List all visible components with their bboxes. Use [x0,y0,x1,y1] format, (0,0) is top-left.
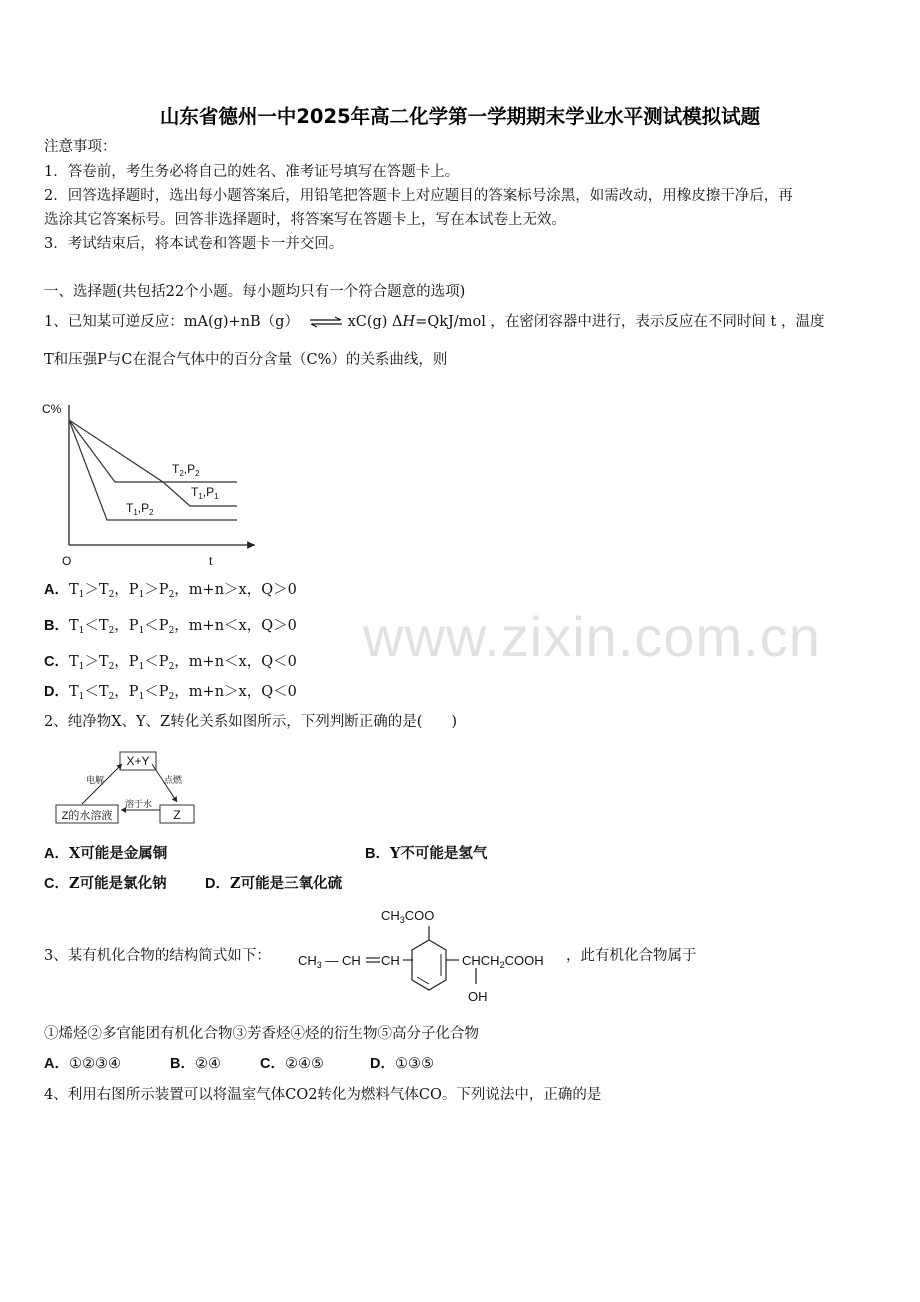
q2-stem: 2、纯净物X、Y、Z转化关系如图所示，下列判断正确的是( ) [44,714,458,730]
curve-label-t1-p2: $T_1,P_2$ [126,501,154,517]
q1-stem-line2: T和压强P与C在混合气体中的百分含量（C%）的关系曲线，则 [44,352,448,368]
box-z-label: Z [173,808,181,822]
q2-option-a[interactable]: A．X可能是金属铜 [44,845,168,862]
note-item-1: 1．答卷前，考生务必将自己的姓名、准考证号填写在答题卡上。 [44,164,460,180]
structure-left: $CH_3$ — CH [298,953,361,970]
q3-option-d[interactable]: D．①③⑤ [370,1056,434,1072]
curve-label-t1-p1: $T_1,P_1$ [191,485,219,501]
section-heading: 一、选择题(共包括22个小题。每小题均只有一个符合题意的选项) [44,284,466,300]
q3-option-a[interactable]: A．①②③④ [44,1056,121,1072]
notes-heading: 注意事项： [44,139,117,155]
q1-option-d[interactable]: D．$T_1<T_2$，$P_1<P_2$，m+n＞x，Q＜0 [44,684,297,702]
q1-option-b[interactable]: B．$T_1<T_2$，$P_1<P_2$，m+n＜x，Q＞0 [44,618,297,636]
q1-graph [38,395,268,575]
box-x-plus-y-label: X+Y [126,754,150,768]
q1-option-a[interactable]: A．$T_1>T_2$，$P_1>P_2$，m+n＞x，Q＞0 [44,582,297,600]
q2-option-b[interactable]: B．Y不可能是氢气 [365,845,488,862]
label-ignite: 点燃 [164,775,183,785]
structure-ch: CH [381,953,400,968]
y-axis-label: C% [42,402,62,416]
curve-t2-p2 [69,420,237,482]
q1-option-c[interactable]: C．$T_1>T_2$，$P_1<P_2$，m+n＜x，Q＜0 [44,654,297,672]
q3-stem-b: ，此有机化合物属于 [566,948,697,964]
note-item-2: 2．回答选择题时，选出每小题答案后，用铅笔把答题卡上对应题目的答案标号涂黑，如需改动，用橡皮擦干净后，再 [44,188,793,204]
q1-stem-part-b: xC(g) Δ [347,314,403,330]
structure-top: $CH_3COO$ [381,908,435,925]
box-z-solution-label: Z的水溶液 [61,810,113,822]
q1-stem-part-a: 1、已知某可逆反应：mA(g)+nB（g） [44,314,299,330]
q1-stem [44,312,824,332]
label-electrolysis: 电解 [86,775,105,785]
label-dissolve: 溶于水 [125,799,153,809]
watermark: www.zixin.com.cn [363,605,821,668]
q4-stem [44,1085,601,1105]
q4-stem-text: 4、利用右图所示装置可以将温室气体CO2转化为燃料气体CO。下列说法中，正确的是 [44,1087,602,1103]
q3-choices: ①烯烃②多官能团有机化合物③芳香烃④烃的衍生物⑤高分子化合物 [44,1026,479,1042]
curve-t1-p2 [69,420,237,520]
q2-option-c[interactable]: C．Z可能是氯化钠 [44,875,167,892]
note-item-2-cont: 选涂其它答案标号。回答非选择题时，将答案写在答题卡上，写在本试卷上无效。 [44,212,566,228]
page-title: 山东省德州一中2025年高二化学第一学期期末学业水平测试模拟试题 [159,105,761,128]
q3-structure [296,900,570,1008]
note-item-3: 3．考试结束后，将本试卷和答题卡一并交回。 [44,236,344,252]
q1-enthalpy-symbol: H [402,314,416,330]
q3-option-c[interactable]: C．②④⑤ [260,1056,324,1072]
structure-bottom: OH [468,989,488,1004]
curve-label-t2-p2: $T_2,P_2$ [172,462,200,478]
equilibrium-arrow-icon [308,316,344,328]
q3-option-b[interactable]: B．②④ [170,1056,221,1072]
x-axis-label: t [209,554,213,568]
q2-diagram [52,748,202,828]
structure-right: $CHCH_2COOH$ [462,953,544,970]
q1-stem-part-c: =QkJ/mol ，在密闭容器中进行，表示反应在不同时间 t ，温度 [415,314,825,330]
q2-option-d[interactable]: D．Z可能是三氧化硫 [205,875,343,892]
origin-label: O [62,554,72,568]
q3-stem-a: 3、某有机化合物的结构简式如下： [44,948,271,964]
